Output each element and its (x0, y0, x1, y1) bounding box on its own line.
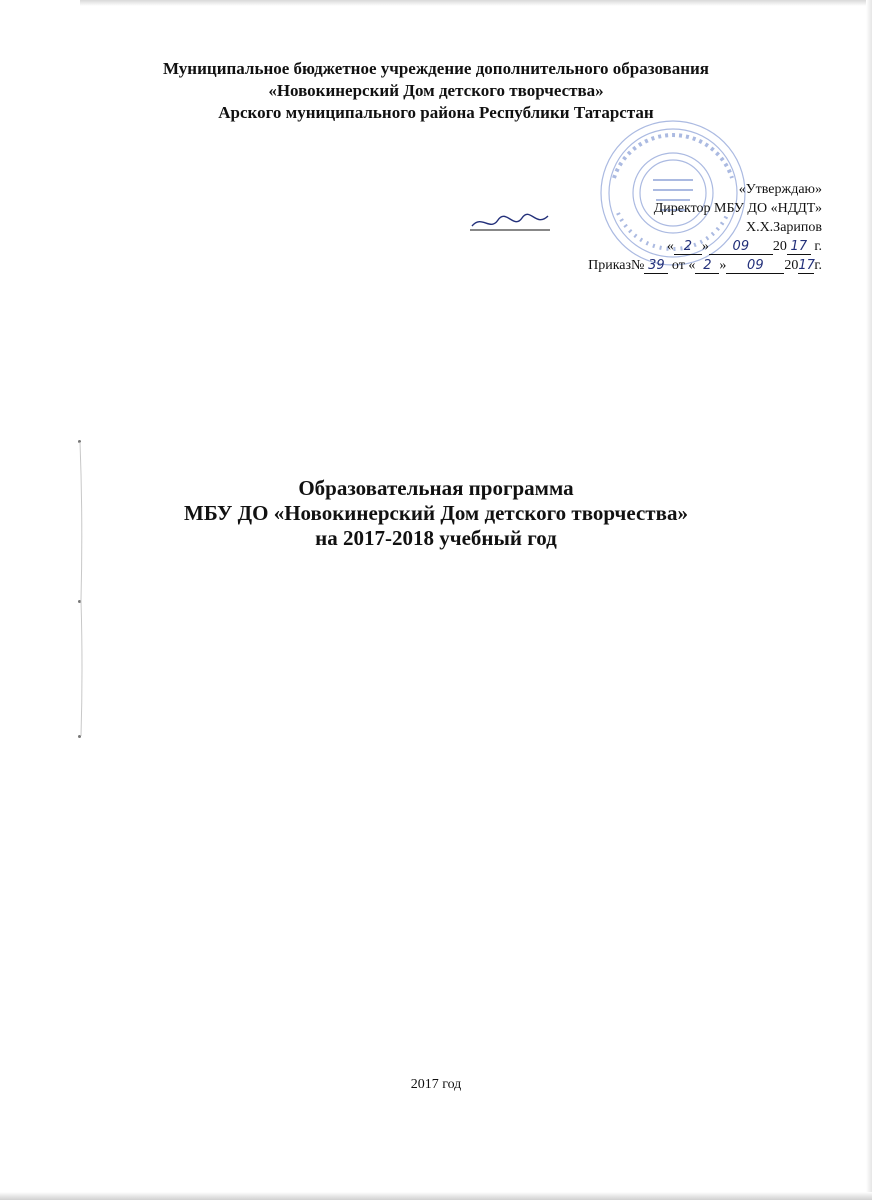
header-line-1: Муниципальное бюджетное учреждение дополнительного образования (162, 59, 709, 78)
scan-edge-right (866, 0, 872, 1200)
approval-date-row (588, 237, 822, 256)
date-year-suffix: 17 (787, 240, 811, 255)
order-from: от « (671, 258, 696, 273)
date-month: 09 (709, 240, 773, 255)
approval-block (588, 180, 822, 275)
order-row (588, 256, 822, 275)
footer-year: 2017 год (410, 1077, 462, 1092)
institution-header (0, 58, 872, 124)
approval-signature-row (588, 218, 822, 237)
program-title (0, 476, 872, 551)
order-year-suffix: 17 (798, 258, 815, 273)
program-title-line-2: МБУ ДО «Новокинерский Дом детского творчества» (184, 501, 688, 525)
program-title-line-1: Образовательная программа (298, 476, 574, 500)
order-g: г. (814, 258, 822, 273)
date-g: г. (814, 239, 822, 254)
director-signature (470, 212, 550, 234)
order-day: 2 (695, 259, 719, 274)
date-quote-close: » (701, 239, 709, 254)
order-year-prefix: 20 (784, 258, 799, 273)
header-line-3: Арского муниципального района Республики Татарстан (218, 103, 654, 122)
approval-title: «Утверждаю» (738, 182, 822, 197)
scan-edge-top (80, 0, 872, 6)
director-name: Х.Х.Зарипов (745, 220, 822, 235)
program-title-line-3: на 2017-2018 учебный год (315, 526, 557, 550)
date-day: 2 (674, 240, 702, 255)
date-quote-open: « (666, 239, 674, 254)
order-number: 39 (644, 259, 668, 274)
order-label: Приказ№ (588, 258, 645, 273)
scan-edge-bottom (0, 1192, 872, 1200)
order-month: 09 (726, 259, 784, 274)
order-quote-close: » (719, 258, 727, 273)
header-line-2: «Новокинерский Дом детского творчества» (268, 81, 604, 100)
approval-position: Директор МБУ ДО «НДДТ» (653, 201, 822, 216)
date-year-prefix: 20 (772, 239, 787, 254)
